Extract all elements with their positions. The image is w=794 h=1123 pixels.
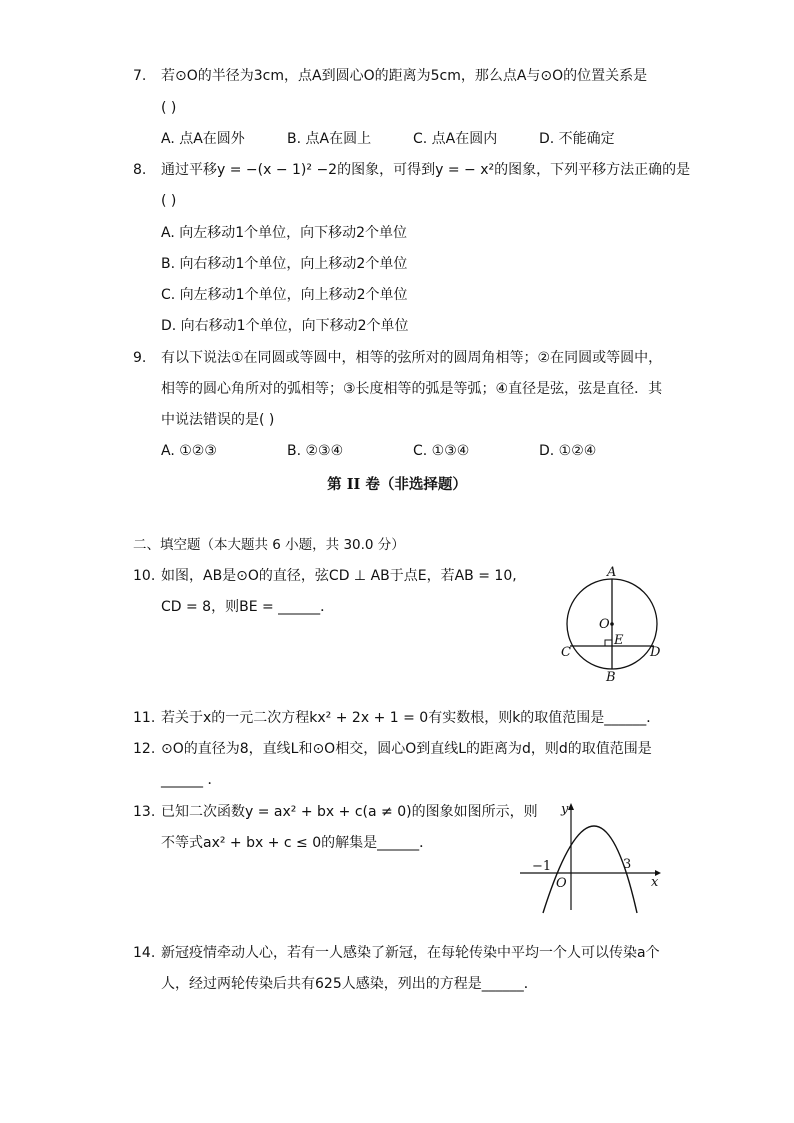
q14-number: 14. — [133, 945, 156, 961]
center-dot — [610, 622, 614, 626]
q9-number: 9. — [133, 350, 147, 366]
q9-option-b: B. ②③④ — [287, 443, 344, 459]
q13-stem-line1: 已知二次函数y = ax² + bx + c(a ≠ 0)的图象如图所示，则 — [161, 804, 538, 820]
q11-stem-line1: 若关于x的一元二次方程kx² + 2x + 1 = 0有实数根，则k的取值范围是______． — [161, 710, 661, 726]
circle-figure — [555, 562, 670, 687]
q12-number: 12. — [133, 741, 156, 757]
q8-option-b: B. 向右移动1个单位，向上移动2个单位 — [161, 256, 408, 272]
q10-stem-line1: 如图，AB是⊙O的直径，弦CD ⊥ AB于点E，若AB = 10, — [161, 568, 517, 584]
right-angle-mark — [605, 640, 612, 646]
label-e: E — [614, 633, 624, 648]
q9-option-d: D. ①②④ — [539, 443, 597, 459]
label-three: 3 — [623, 857, 632, 872]
q7-stem-line1: 若⊙O的半径为3cm，点A到圆心O的距离为5cm，那么点A与⊙O的位置关系是 — [161, 68, 648, 84]
q8-option-a: A. 向左移动1个单位，向下移动2个单位 — [161, 225, 408, 241]
q12-stem-line1: ⊙O的直径为8，直线L和⊙O相交，圆心O到直线L的距离为d，则d的取值范围是 — [161, 741, 652, 757]
q9-option-a: A. ①②③ — [161, 443, 217, 459]
label-x: x — [651, 875, 659, 890]
q9-stem-line2: 相等的圆心角所对的弧相等；③长度相等的弧是等弧；④直径是弦，弦是直径．其 — [161, 381, 663, 397]
q9-stem-line3: 中说法错误的是( ) — [161, 412, 275, 428]
q14-stem-line1: 新冠疫情牵动人心，若有一人感染了新冠，在每轮传染中平均一个人可以传染a个 — [161, 945, 660, 961]
q9-stem-line1: 有以下说法①在同圆或等圆中，相等的弦所对的圆周角相等；②在同圆或等圆中， — [161, 350, 663, 366]
label-origin: O — [556, 876, 567, 891]
q8-stem-line2: ( ) — [161, 193, 177, 209]
q7-option-c: C. 点A在圆内 — [413, 131, 498, 147]
parabola-figure — [515, 798, 665, 914]
label-d: D — [650, 645, 661, 660]
label-y: y — [561, 802, 569, 817]
part2-title: 第 II 卷（非选择题） — [327, 476, 467, 493]
label-c: C — [561, 645, 571, 660]
q7-number: 7. — [133, 68, 147, 84]
q7-option-d: D. 不能确定 — [539, 131, 615, 147]
q8-option-d: D. 向右移动1个单位，向下移动2个单位 — [161, 318, 409, 334]
q14-stem-line2: 人，经过两轮传染后共有625人感染，列出的方程是______． — [161, 976, 538, 992]
label-o: O — [599, 617, 610, 632]
q10-number: 10. — [133, 568, 156, 584]
q13-stem-line2: 不等式ax² + bx + c ≤ 0的解集是______． — [161, 835, 434, 851]
q12-stem-line2: ______ ． — [161, 772, 222, 788]
q8-option-c: C. 向左移动1个单位，向上移动2个单位 — [161, 287, 408, 303]
q7-option-b: B. 点A在圆上 — [287, 131, 372, 147]
section2-heading: 二、填空题（本大题共 6 小题，共 30.0 分） — [133, 537, 405, 553]
q8-stem-line1: 通过平移y = −(x − 1)² −2的图象，可得到y = − x²的图象，下列平移方法正确的是 — [161, 162, 691, 178]
label-neg1: −1 — [532, 859, 552, 874]
y-axis-arrow — [568, 803, 574, 810]
label-b: B — [606, 670, 616, 685]
q13-number: 13. — [133, 804, 156, 820]
q7-option-a: A. 点A在圆外 — [161, 131, 245, 147]
q9-option-c: C. ①③④ — [413, 443, 470, 459]
q10-stem-line2: CD = 8，则BE = ______． — [161, 599, 335, 615]
q8-number: 8. — [133, 162, 147, 178]
q7-stem-line2: ( ) — [161, 100, 177, 116]
q11-number: 11. — [133, 710, 156, 726]
label-a: A — [607, 565, 617, 580]
